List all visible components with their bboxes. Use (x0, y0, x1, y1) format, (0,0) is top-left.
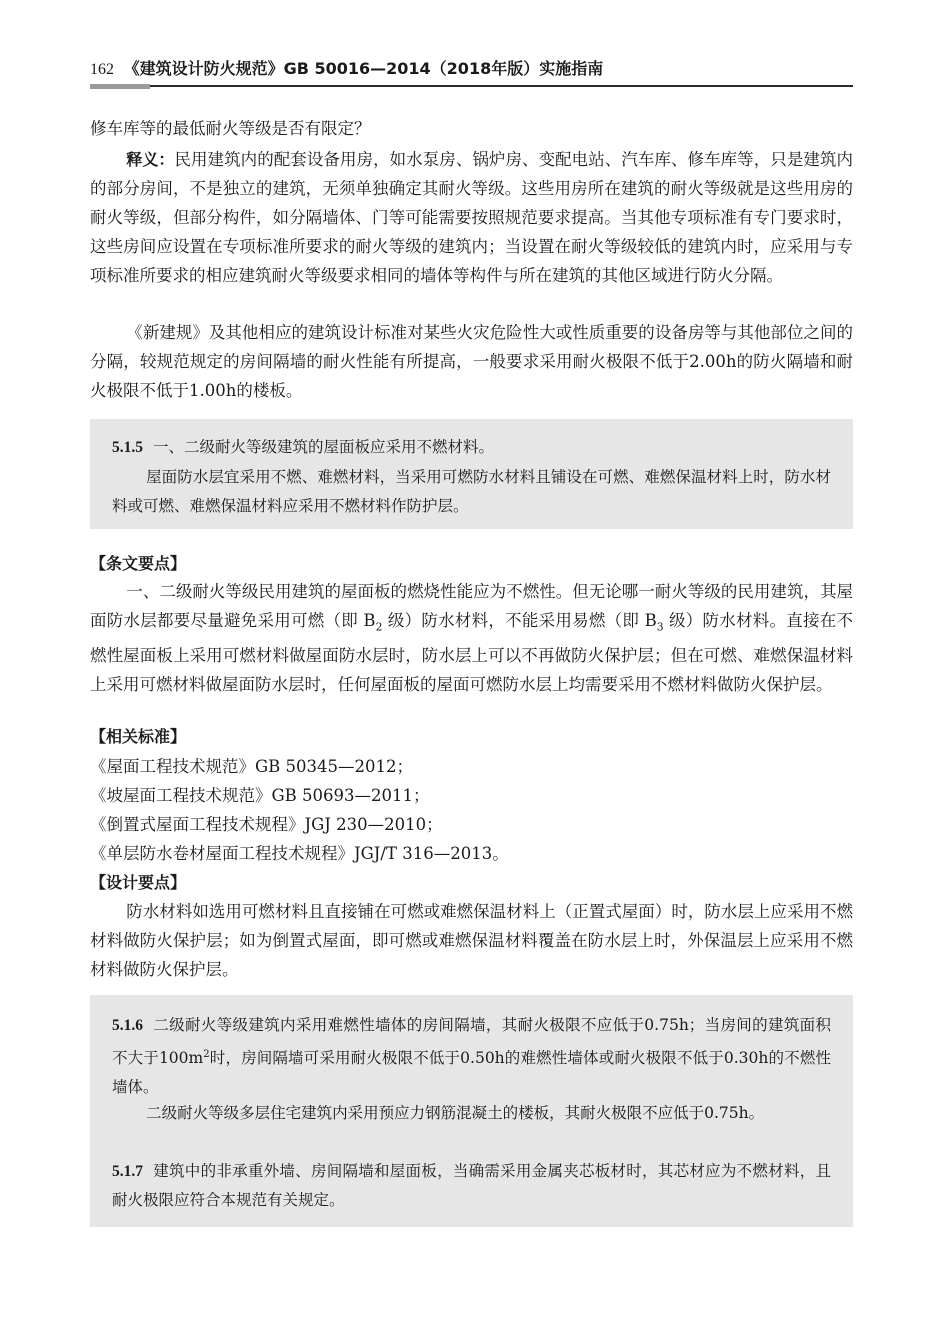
clause-5-1-7 (112, 1157, 831, 1215)
points-text-a: 一、二级耐火等级民用建筑的屋面板的燃烧性能应为不燃性。但无论哪一耐火等级的民用建筑，其屋面防水层都要尽量避免采用可燃（即 B (90, 582, 853, 630)
points-text-c: 级）防水材料。直接在不燃性屋面板上采用可燃材料做屋面防水层时，防水层上可以不再做防火保护层；但在可燃、难燃保温材料上采用可燃材料做屋面防水层时，任何屋面板的屋面可燃防水层上均需要采用不燃材料做防火保护层。 (90, 611, 853, 695)
clause-5-1-6-line1 (112, 1011, 831, 1102)
clause-text-b: 时，房间隔墙可采用耐火极限不低于0.50h的难燃性墙体或耐火极限不低于0.30h的不燃性墙体。 (112, 1049, 831, 1097)
explanation-text: 民用建筑内的配套设备用房，如水泵房、锅炉房、变配电站、汽车库、修车库等，只是建筑内的部分房间，不是独立的建筑，无须单独确定其耐火等级。这些用房所在建筑的耐火等级就是这些用房的耐火等级，但部分构件，如分隔墙体、门等可能需要按照规范要求提高。当其他专项标准有专门要求时，这些房间应设置在专项标准所要求的耐火等级的建筑内；当设置在耐火等级较低的建筑内时，应采用与专项标准所要求的相应建筑耐火等级要求相同的墙体等构件与所在建筑的其他区域进行防火分隔。 (90, 150, 853, 285)
standard-item: 《屋面工程技术规范》GB 50345—2012； (90, 757, 414, 776)
new-code-paragraph: 《新建规》及其他相应的建筑设计标准对某些火灾危险性大或性质重要的设备房等与其他部位之间的分隔，较规范规定的房间隔墙的耐火性能有所提高，一般要求采用耐火极限不低于2.00h的防火隔墙和耐火极限不低于1.00h的楼板。 (90, 323, 853, 400)
section-heading-points: 【条文要点】 (90, 554, 187, 573)
book-title: 《建筑设计防火规范》GB 50016—2014（2018年版）实施指南 (123, 59, 604, 78)
header-rule-accent (90, 84, 150, 89)
clause-text: 一、二级耐火等级建筑的屋面板应采用不燃材料。 (153, 438, 495, 456)
standard-item: 《坡屋面工程技术规范》GB 50693—2011； (90, 786, 430, 805)
points-text-b: 级）防水材料，不能采用易燃（即 B (382, 611, 657, 630)
clause-5-1-6-box (90, 995, 853, 1227)
points-paragraph (90, 577, 853, 699)
clause-5-1-5-line2: 屋面防水层宜采用不燃、难燃材料，当采用可燃防水材料且铺设在可燃、难燃保温材料上时，防水材料或可燃、难燃保温材料应采用不燃材料作防护层。 (112, 468, 831, 515)
subscript-2: 2 (375, 620, 383, 634)
standard-item: 《倒置式屋面工程技术规程》JGJ 230—2010； (90, 815, 443, 834)
clause-number: 5.1.5 (112, 439, 143, 456)
superscript-2: 2 (203, 1049, 210, 1060)
clause-number: 5.1.6 (112, 1017, 143, 1034)
explanation-label: 释义： (126, 150, 175, 169)
clause-5-1-5-line1 (112, 433, 831, 462)
clause-number: 5.1.7 (112, 1163, 143, 1180)
section-heading-design: 【设计要点】 (90, 873, 187, 892)
clause-5-1-6-line2: 二级耐火等级多层住宅建筑内采用预应力钢筋混凝土的楼板，其耐火极限不应低于0.75h。 (146, 1104, 765, 1122)
header-rule (90, 85, 853, 87)
section-heading-standards: 【相关标准】 (90, 727, 187, 746)
clause-5-1-5-box (90, 419, 853, 529)
clause-text-a: 二级耐火等级建筑内采用难燃性墙体的房间隔墙，其耐火极限不应低于0.75h；当房间的建筑面积不大于100m (112, 1016, 831, 1068)
subscript-3: 3 (656, 620, 664, 634)
explanation-paragraph (90, 145, 853, 290)
page-number: 162 (90, 61, 114, 78)
running-header (90, 56, 853, 82)
design-paragraph: 防水材料如选用可燃材料且直接铺在可燃或难燃保温材料上（正置式屋面）时，防水层上应采用不燃材料做防火保护层；如为倒置式屋面，即可燃或难燃保温材料覆盖在防水层上时，外保温层上应采用不燃材料做防火保护层。 (90, 902, 853, 979)
clause-text: 建筑中的非承重外墙、房间隔墙和屋面板，当确需采用金属夹芯板材时，其芯材应为不燃材料，且耐火极限应符合本规范有关规定。 (112, 1162, 831, 1209)
question-continuation: 修车库等的最低耐火等级是否有限定？ (90, 119, 371, 138)
standard-item: 《单层防水卷材屋面工程技术规程》JGJ/T 316—2013。 (90, 844, 509, 863)
